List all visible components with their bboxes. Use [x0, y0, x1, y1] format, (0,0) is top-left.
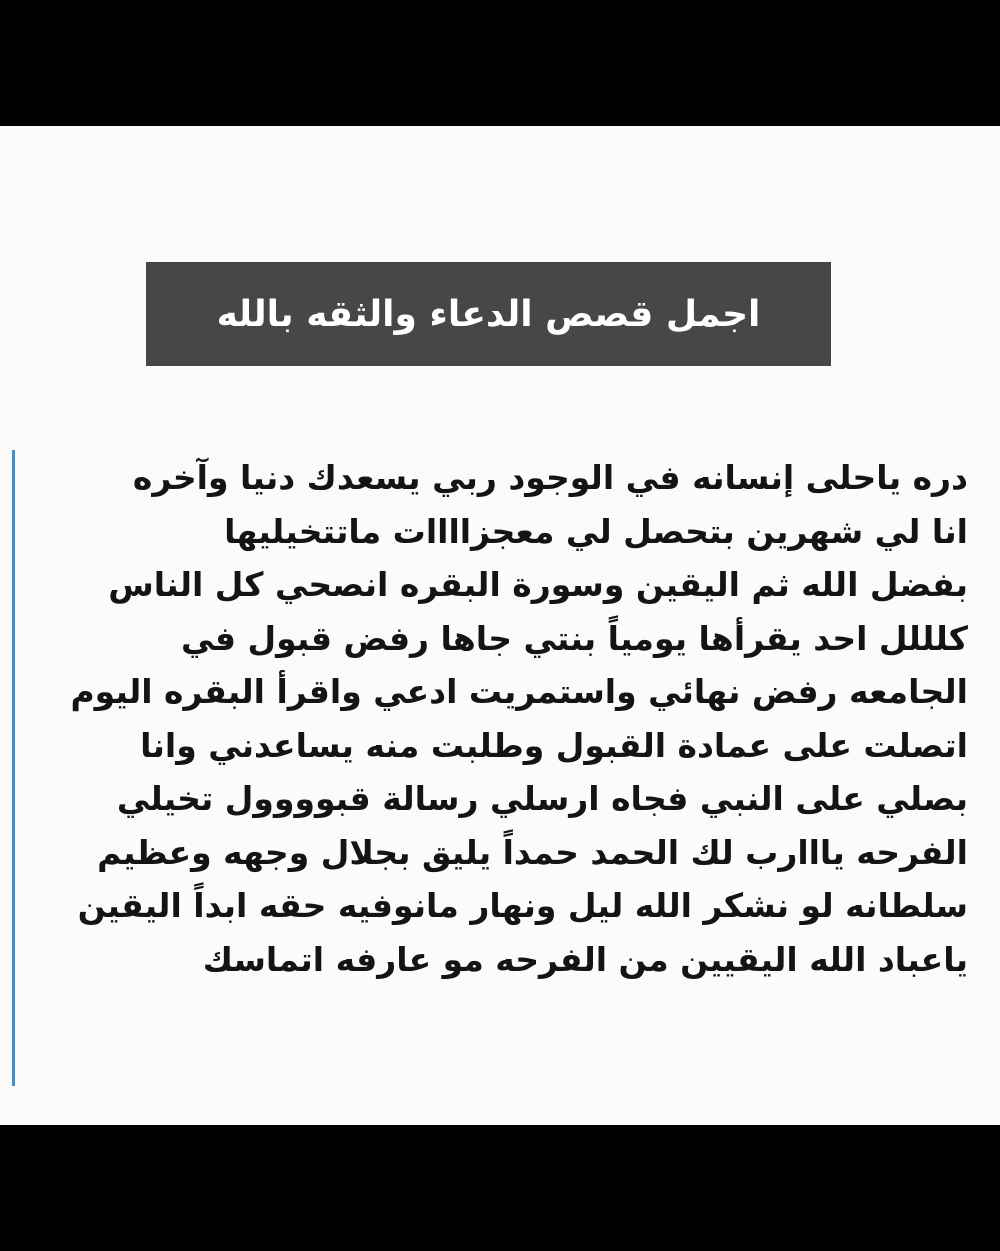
- text-line: بفضل الله ثم اليقين وسورة البقره انصحي كل الناس: [108, 565, 968, 604]
- bottom-letterbox: [0, 1125, 1000, 1251]
- text-line: انا لي شهرين بتحصل لي معجزاااات ماتتخيليها: [224, 511, 968, 551]
- text-line: سلطانه لو نشكر الله ليل ونهار مانوفيه حقه ابداً اليقين: [77, 886, 968, 925]
- text-line: الجامعه رفض نهائي واستمريت ادعي واقرأ البقره اليوم: [70, 672, 968, 711]
- text-line: كلللل احد يقرأها يومياً بنتي جاها رفض قبول في: [181, 618, 968, 658]
- text-line: ياعباد الله اليقيين من الفرحه مو عارفه اتماسك: [202, 939, 968, 979]
- title-banner: [146, 262, 831, 366]
- text-line: الفرحه يااارب لك الحمد حمداً يليق بجلال وجهه وعظيم: [97, 832, 968, 872]
- text-line: اتصلت على عمادة القبول وطلبت منه يساعدني وانا: [140, 725, 968, 765]
- post-image: [0, 126, 1000, 1125]
- story-text: [40, 451, 968, 986]
- page-title: اجمل قصص الدعاء والثقه بالله: [216, 293, 761, 335]
- text-line: دره ياحلى إنسانه في الوجود ربي يسعدك دنيا وآخره: [132, 458, 968, 497]
- quote-accent-line: [12, 450, 15, 1086]
- text-line: بصلي على النبي فجاه ارسلي رسالة قبوووول تخيلي: [116, 779, 968, 818]
- top-letterbox: [0, 0, 1000, 126]
